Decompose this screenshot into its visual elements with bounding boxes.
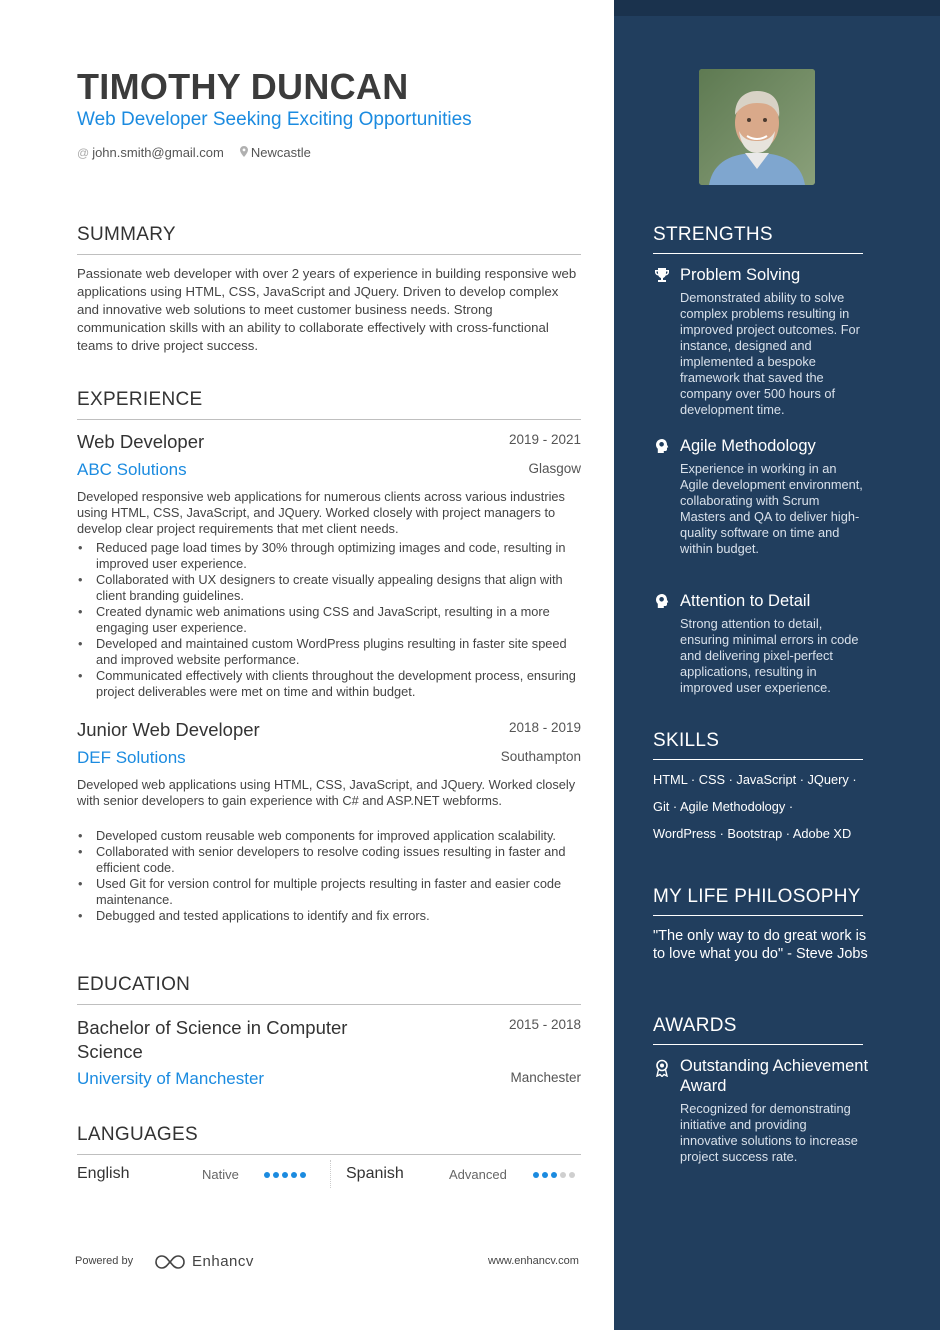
job-bullet: • Developed custom reusable web components for improved application scalability. <box>77 828 581 844</box>
award-description: Recognized for demonstrating initiative and providing innovative solutions to increase project success rate. <box>680 1101 858 1164</box>
award-title: Outstanding Achievement Award <box>680 1057 869 1095</box>
job-bullets <box>77 828 581 924</box>
contact-row <box>77 145 327 160</box>
location-text: Newcastle <box>250 145 311 160</box>
proficiency-dot-filled <box>533 1172 539 1178</box>
strength-description: Strong attention to detail, ensuring minimal errors in code and delivering pixel-perfect applications, resulting in improved user experience. <box>680 616 859 695</box>
trophy-icon <box>654 267 670 283</box>
job-bullets <box>77 540 581 700</box>
enhancv-logo[interactable] <box>154 1253 254 1270</box>
email-text: john.smith@gmail.com <box>92 145 224 160</box>
job-company: DEF Solutions <box>77 748 186 767</box>
strength-title: Agile Methodology <box>680 437 816 455</box>
enhancv-logo-icon <box>154 1254 186 1270</box>
language-level: Native <box>202 1167 239 1182</box>
job-bullet: • Used Git for version control for multiple projects resulting in faster and easier code maintenance. <box>77 876 581 908</box>
job-location: Glasgow <box>528 461 581 476</box>
candidate-headline: Web Developer Seeking Exciting Opportunities <box>77 109 472 130</box>
job-company: ABC Solutions <box>77 460 187 479</box>
job-title: Junior Web Developer <box>77 719 260 740</box>
proficiency-dot-filled <box>551 1172 557 1178</box>
language-proficiency-dots <box>264 1172 306 1178</box>
job-location: Southampton <box>500 749 581 764</box>
education-heading: EDUCATION <box>77 974 581 1005</box>
at-icon: @ <box>77 145 90 160</box>
language-proficiency-dots <box>533 1172 575 1178</box>
profile-photo <box>699 69 815 185</box>
philosophy-quote: "The only way to do great work is to love what you do" - Steve Jobs <box>653 928 868 962</box>
job-bullet: • Collaborated with senior developers to resolve coding issues resulting in faster and efficient code. <box>77 844 581 876</box>
job-dates: 2019 - 2021 <box>508 432 581 447</box>
skills-line: HTML · CSS · JavaScript · JQuery · <box>653 772 857 787</box>
powered-by-label: Powered by <box>75 1255 134 1267</box>
skills-line: Git · Agile Methodology · <box>653 799 794 814</box>
profile-photo-image <box>699 69 815 185</box>
job-description: Developed responsive web applications for numerous clients across various industries using HTML, CSS, JavaScript, and JQuery. Worked closely with project managers to develop clear project requirements that met client needs. <box>77 489 565 536</box>
proficiency-dot-filled <box>542 1172 548 1178</box>
job-description: Developed web applications using HTML, CSS, JavaScript, and JQuery. Worked closely with senior developers to gain experience with C# and ASP.NET webforms. <box>77 777 576 808</box>
education-location: Manchester <box>510 1070 581 1085</box>
job-bullet: • Created dynamic web animations using CSS and JavaScript, resulting in a more engaging user experience. <box>77 604 581 636</box>
skills-line: WordPress · Bootstrap · Adobe XD <box>653 826 852 841</box>
head-icon <box>654 438 670 454</box>
job-title: Web Developer <box>77 431 205 452</box>
awards-heading: AWARDS <box>653 1015 863 1045</box>
job-bullet: • Communicated effectively with clients throughout the development process, ensuring project deliverables were met on time and within budget. <box>77 668 581 700</box>
job-bullet: • Developed and maintained custom WordPress plugins resulting in faster site speed and improved website performance. <box>77 636 581 668</box>
degree-title: Bachelor of Science in Computer Science <box>77 1017 348 1062</box>
medal-icon <box>654 1059 670 1075</box>
job-bullet: • Reduced page load times by 30% through optimizing images and code, resulting in improved user experience. <box>77 540 581 572</box>
school-name: University of Manchester <box>77 1069 265 1088</box>
languages-heading: LANGUAGES <box>77 1124 581 1155</box>
experience-heading: EXPERIENCE <box>77 389 581 420</box>
email-contact[interactable] <box>77 145 224 160</box>
strength-description: Experience in working in an Agile development environment, collaborating with Scrum Masters and QA to deliver high-quality software on time and within budget. <box>680 461 863 556</box>
summary-text: Passionate web developer with over 2 years of experience in building responsive web applications using HTML, CSS, JavaScript and JQuery. Driven to develop complex and innovative web solutions to meet customer business needs. Strong communication skills with an ability to collaborate effectively with cross-functional teams to drive project success. <box>77 266 577 353</box>
education-dates: 2015 - 2018 <box>508 1017 581 1032</box>
sidebar-top-bar <box>614 0 940 16</box>
strengths-heading: STRENGTHS <box>653 224 863 254</box>
proficiency-dot-filled <box>264 1172 270 1178</box>
strength-title: Problem Solving <box>680 266 801 284</box>
job-bullet: • Collaborated with UX designers to create visually appealing designs that align with client branding guidelines. <box>77 572 581 604</box>
location-pin-icon <box>240 146 248 160</box>
language-level: Advanced <box>449 1167 507 1182</box>
sidebar <box>614 0 940 1330</box>
enhancv-url[interactable]: www.enhancv.com <box>488 1255 579 1267</box>
language-name: Spanish <box>346 1165 404 1182</box>
job-dates: 2018 - 2019 <box>508 720 581 735</box>
proficiency-dot-filled <box>273 1172 279 1178</box>
enhancv-brand-text: Enhancv <box>192 1253 254 1270</box>
strength-description: Demonstrated ability to solve complex problems resulting in improved project outcomes. For instance, designed and implemented a bespoke framework that saved the company over 500 hours of development time. <box>680 290 860 417</box>
head-icon <box>654 593 670 609</box>
skills-heading: SKILLS <box>653 730 863 760</box>
location-contact <box>240 145 311 160</box>
language-divider <box>330 1160 331 1188</box>
proficiency-dot-filled <box>300 1172 306 1178</box>
strength-title: Attention to Detail <box>680 592 811 610</box>
skills-list <box>653 766 875 847</box>
philosophy-heading: MY LIFE PHILOSOPHY <box>653 886 863 916</box>
proficiency-dot-empty <box>569 1172 575 1178</box>
proficiency-dot-empty <box>560 1172 566 1178</box>
language-name: English <box>77 1165 130 1182</box>
candidate-name: TIMOTHY DUNCAN <box>77 66 409 107</box>
proficiency-dot-filled <box>282 1172 288 1178</box>
proficiency-dot-filled <box>291 1172 297 1178</box>
summary-heading: SUMMARY <box>77 224 581 255</box>
job-bullet: • Debugged and tested applications to identify and fix errors. <box>77 908 581 924</box>
